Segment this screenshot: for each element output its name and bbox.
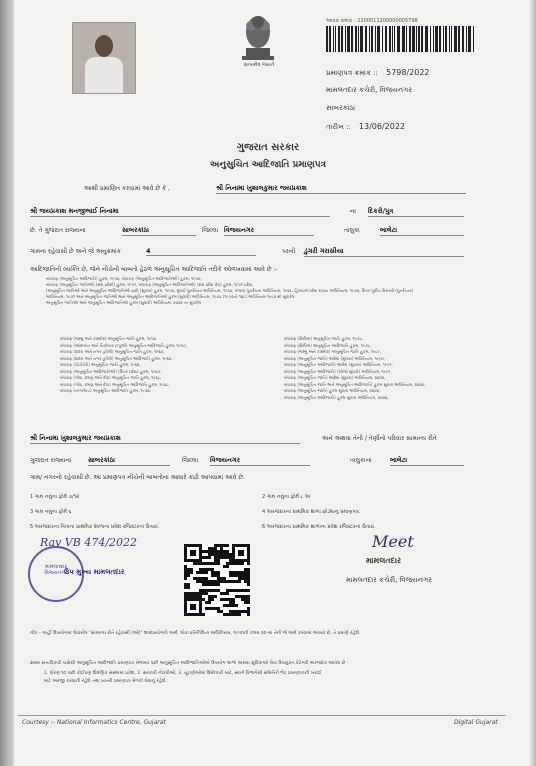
office-stamp: મામલતદાર વિજયનગર bbox=[28, 546, 84, 602]
list-item: બંધારણ (નાગાલેન્ડ) અનુસૂચિત આદિજાતિ હુકમ, ૧૯૭૦, bbox=[60, 388, 152, 393]
list-item: બંધારણ (ગોવા, દમણ અને દીવ) અનુસૂચિત આદિજાતિ હુકમ, ૧૯૬૮, bbox=[60, 381, 170, 387]
order-item: અધિનિયમ, ૧૯૭૧ અને અનુસૂચિત જાતિઓ અને અનુસૂચિત આદિજાતિઓ હુકમ (સુધારો) અધિનિયમ, ૧૯૭૬ (૧૯૭૬નો ૧૦૮) અધિનિયમ ૧૯૮૦ થી સુધારેલ bbox=[46, 294, 295, 299]
footer-divider bbox=[18, 715, 506, 716]
residence-taluka: વિજયનગર bbox=[210, 456, 310, 466]
family-name: શ્રી નિનામા ખુશાલકુમાર જયપ્રકાશ bbox=[30, 434, 300, 444]
residence-village: બાલેટા bbox=[390, 456, 464, 466]
applicant-name: શ્રી નિનામા ખુશાલકુમાર જયપ્રકાશ bbox=[216, 184, 466, 194]
basis-item: 2 ગામ નમુના ફોર્મ ૮ અ bbox=[262, 494, 311, 500]
issue-date: 13/06/2022 bbox=[358, 122, 406, 131]
signatory-office: મામલતદાર કચેરી, વિજયનગર bbox=[346, 576, 432, 584]
list-item: બંધારણ (અનુસૂચિત જાતિ) આદેશ (સુધારા) અધિનિયમ, ૨૦૦૨, bbox=[284, 375, 386, 380]
list-item: બંધારણ (અનુસૂચિત આદિજાતિઓ) (ઉત્તર પ્રદેશ) હુકમ, ૧૯૬૭, bbox=[60, 368, 162, 374]
village-name: બાલેટા bbox=[380, 226, 464, 236]
barcode bbox=[326, 26, 476, 52]
condition-item: માટે અરજી કરવાની રહેશે તથા ખાતરી પ્રમાણપત્ર મેળવી લેવાનું રહેશે. bbox=[44, 679, 167, 684]
list-item: બંધારણ (જમ્મુ અને કાશ્મીર) અનુસૂચિત જાતિ હુકમ, ૧૯૫૬ bbox=[60, 336, 157, 341]
date-row: તારીખ :: 13/06/2022 bbox=[326, 122, 406, 131]
basis-item: 6 અરજદારના પ્રાથમિક શાળાના પ્રવેશ રજિસ્ટરનાં ઉતારા. bbox=[262, 524, 376, 530]
order-item: (અનુસૂચિત જાતિઓ અને અનુસૂચિત આદિજાતિઓ યાદી (સુધારા) હુકમ, ૧૯૫૬, મુંબઈ પુનર્રચના અધિનિયમ, ૧૯૬૦, પંજાબ પુનર્રચના અધિનિયમ, ૧૯૬૬, હિમાચલ પ્રદેશ રાજ્ય અધિનિયમ, ૧૯૭૦, ઉત્તર પૂર્વીય વિસ્તારો (પુનર્રચના) bbox=[46, 288, 414, 293]
list-item: બંધારણ (પોંડીચેરી) અનુસૂચિત જાતિ હુકમ, ૧૯૬૪, bbox=[60, 362, 141, 367]
basis-item: 3 ગામ નમુના ફોર્મ ૬ bbox=[30, 509, 72, 515]
office-district: સાબરકાંઠા bbox=[326, 104, 356, 112]
applicant-photo bbox=[72, 22, 136, 94]
basis-item: 1 ગામ નમુના ફોર્મ ૭/૧૨ bbox=[30, 494, 80, 500]
list-item: બંધારણ (દાદરા અને નગર હવેલી) અનુસૂચિત જાતિ હુકમ, ૧૯૬૨, bbox=[60, 349, 165, 354]
list-item: બંધારણ (અનુસૂચિત આદિજાતિ) આદેશ (સુધારા) અધિનિયમ, ૧૯૯૧, bbox=[284, 362, 393, 367]
relation: દિકરો/પુત્ર bbox=[368, 207, 464, 217]
list-item: બંધારણ (અનુસૂચિત જાતિ) હુકમ સુધારા અધિનિયમ, ૨૦૦૨, bbox=[284, 388, 381, 393]
certificate-number-row: પ્રમાણપત્ર ક્રમાંક :: 5798/2022 bbox=[326, 68, 430, 77]
list-item: બંધારણ (સિક્કિમ) અનુસૂચિત આદિજાતિ હુકમ, ૧૯૭૮, bbox=[284, 342, 372, 348]
residence-taluka-label: તાલુકાના bbox=[350, 457, 372, 464]
serial-prefix: ગામના રહેવાસી છે અને જે અનુક્રમાંક bbox=[30, 248, 121, 255]
orders-right-column bbox=[284, 336, 504, 401]
conditions-list bbox=[44, 670, 506, 686]
note-text: નોંધ – અહીં ઉપયોગમાં લેવાયેલ "સામાન્ય રીતે રહેવાસી (ઓ)" શબ્દપ્રયોગનો અર્થ, લોક-પ્રતિનિધિત્વ અધિનિયમ, ૧૯૫૦ની કલમ ૨૦-માં તેનો જે અર્થ કરવામાં આવ્યો છે, તે પ્રમાણે રહેશે. bbox=[30, 631, 361, 636]
certificate-title: અનુસુચિત આદિજાતિ પ્રમાણપત્ર bbox=[209, 160, 327, 170]
barcode-number: આવક ક્રમાંક : 2200011200000005798 bbox=[326, 18, 418, 24]
residence-district: સાબરકાંઠા bbox=[88, 456, 170, 466]
list-item: બંધારણ (દાદરા અને નગર હવેલી) અનુસૂચિત આદિજાતિ હુકમ, ૧૯૬૨, bbox=[60, 355, 173, 361]
basis-item: 4 અરજદારના પ્રાથમિક શાળા છોડ્યાનું પ્રમાણપત્ર. bbox=[262, 509, 361, 515]
taluka-label: તાલુકા bbox=[344, 227, 360, 234]
parent-name: શ્રી જયપ્રકાશ મનજીભાઈ નિનામા bbox=[30, 207, 330, 217]
list-item: બંધારણ (અનુસૂચિત જાતિ) આદેશ (સુધારા) અધિનિયમ, ૧૯૯૦, bbox=[284, 355, 385, 361]
stamp-label: ઉપ મુખ્ય મામલતદાર bbox=[64, 568, 125, 576]
ashoka-emblem-icon bbox=[236, 8, 280, 70]
residence-prefix: ગુજરાત રાજ્યના bbox=[30, 457, 72, 464]
taluka-name: વિજયનગર bbox=[224, 226, 314, 236]
family-suffix: અને અથવા તેની / તેણીનો પરિવાર સામાન્ય રીતે bbox=[322, 435, 437, 442]
orders-list bbox=[46, 276, 496, 306]
digital-gujarat-text: Digital Gujarat bbox=[454, 719, 498, 726]
list-item: બંધારણ (જમ્મુ અને કાશ્મીર) અનુસૂચિત જાતિ હુકમ, ૧૯૮૯, bbox=[284, 349, 382, 354]
recognition-text: આદિજાતિની વ્યક્તિ છે, જેને નીચેની બાબતો હેઠળ અનુસૂચિત આદિજાતિ તરીકે ઓળખવામાં આવે છે :- bbox=[30, 266, 278, 273]
state-prefix: છે. તે ગુજરાત રાજ્યના bbox=[30, 227, 86, 234]
courtesy-text: Courtesy :- National Informatics Centre, Gujarat bbox=[22, 719, 166, 726]
serial-number: 4 bbox=[146, 247, 256, 256]
relation-prefix: ના bbox=[350, 208, 356, 215]
caste-name: ડુંગરી ગરાસીયા bbox=[304, 247, 464, 257]
order-item: બંધારણ (અનુસૂચિત જાતિઓ) (સંઘ પ્રદેશો) હુકમ, ૧૯૫૧, બંધારણ (અનુસૂચિત આદિજાતિઓ) (સંઘ પ્રદેશ ક્ષેત્ર) હુકમ, ૧૯૫૧ પ્રદેશ, bbox=[46, 282, 254, 287]
list-item: બંધારણ (આંદામાન અને નિકોબાર ટાપુઓ) અનુસૂચિત આદિજાતિ હુકમ, ૧૯૫૯, bbox=[60, 342, 187, 348]
qr-code bbox=[184, 544, 250, 616]
office-name: મામલતદાર કચેરી, વિજયનગર bbox=[326, 86, 412, 94]
list-item: બંધારણ (સિક્કિમ) અનુસૂચિત જાતિ હુકમ, ૧૯૭૮, bbox=[284, 336, 364, 341]
district-name: સાબરકાંઠા bbox=[122, 226, 196, 236]
basis-item: 5 અરજદારના પિતાના પ્રાથમિક શાળાના પ્રવેશ રજિસ્ટરનાં ઉતારા. bbox=[30, 524, 160, 530]
handwritten-reference: Rav VB 474/2022 bbox=[40, 536, 138, 549]
issue-basis-text: ગામ/ નગરનો રહેવાસી છે. આ પ્રમાણપત્ર નીચેની બાબતોના આધારે કાઢી આપવામાં આવે છે. bbox=[30, 474, 245, 481]
residence-district-label: જિલ્લા bbox=[182, 457, 199, 464]
government-title: ગુજરાત સરકાર bbox=[236, 142, 300, 153]
conditions-intro: સક્ષમ સત્તાધિકારી પાસેથી અનુસૂચિત આદિજાતિ પ્રમાણપત્ર મેળવ્યા પછી અનુસૂચિત આદિજાતિઓએ ઉપયોગ લાભો અથવા સુવિધાઓ લેવા ઉપયુક્ત કેટેગરી અરજદાર આપેલ છે : bbox=[30, 661, 349, 666]
emblem-motto: સત્યમેવ જયતે bbox=[243, 62, 275, 68]
list-item: બંધારણ (અનુસૂચિત આદિજાતિ) હુકમ સુધારા અધિનિયમ, ૨૦૦૨, bbox=[284, 394, 389, 400]
signatory-title: મામલતદાર bbox=[366, 556, 402, 565]
district-label: જિલ્લા bbox=[202, 227, 219, 234]
serial-mid: પરની bbox=[282, 248, 296, 255]
order-item: બંધારણ (અનુસૂચિત આદિજાતિ) હુકમ, ૧૯૫૦, બંધારણ (અનુસૂચિત આદિજાતિઓ) હુકમ, ૧૯૫૦, bbox=[46, 276, 202, 281]
order-item: અનુસૂચિત જાતિઓ અને અનુસૂચિત આદિજાતિઓ હુકમ (સુધારો) અધિનિયમ, ૨૦૦૨ ના સુધારેલ bbox=[46, 300, 201, 305]
intro-text: આથી પ્રમાણિત કરવામાં આવે છે કે , bbox=[84, 185, 170, 192]
list-item: બંધારણ (અનુસૂચિત જાતિ અને અનુસૂચિત આદિજાતિ) હુકમ સુધારા અધિનિયમ, ૨૦૦૨, bbox=[284, 381, 426, 387]
orders-left-column bbox=[60, 336, 270, 395]
certificate-number: 5798/2022 bbox=[386, 68, 430, 77]
list-item: બંધારણ (અનુસૂચિત આદિજાતિ) (બીજો સુધારો) અધિનિયમ, ૧૯૯૧, bbox=[284, 368, 392, 374]
signature: Meet bbox=[372, 532, 414, 551]
list-item: બંધારણ (ગોવા, દમણ અને દીવ) અનુસૂચિત જાતિ હુકમ, ૧૯૬૮, bbox=[60, 375, 162, 380]
condition-item: 1. ધોરણ ૧૦ પછી કોઈપણ શૈક્ષણિક સંસ્થામાં પ્રવેશ, 2. સરકારી નોકરીઓ, 3. ચૂંટણીઓમાં ઉમેદવારી માટે, સંવર્ગ વિભાગેથી સમિતિને ભેટ પ્રમાણપત્રની ખરાઈ bbox=[44, 671, 322, 676]
